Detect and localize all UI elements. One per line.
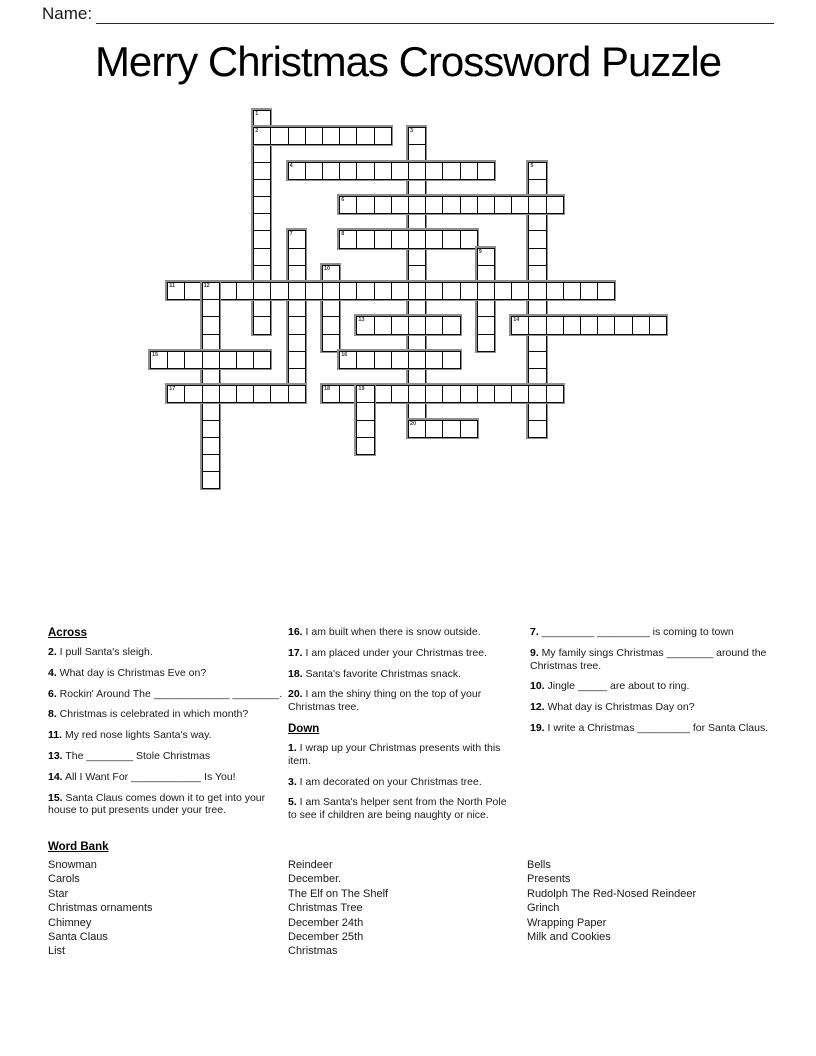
grid-cell-7-1[interactable] (270, 127, 288, 145)
clues-section-header: Across (48, 627, 87, 639)
grid-cell-11-5[interactable] (339, 196, 357, 214)
grid-cell-8-8[interactable] (288, 248, 306, 266)
grid-cell-6-5[interactable] (253, 196, 271, 214)
word-bank-header: Word Bank (48, 841, 109, 853)
grid-cell-6-12[interactable] (253, 316, 271, 334)
grid-cell-10-11[interactable] (322, 299, 340, 317)
clue-13: 13. The ________ Stole Christmas (48, 750, 211, 762)
clue-number-7: 7 (289, 231, 293, 238)
grid-cell-19-3[interactable] (477, 162, 495, 180)
grid-cell-23-5[interactable] (546, 196, 564, 214)
grid-cell-19-13[interactable] (477, 334, 495, 352)
clue-16: 16. I am built when there is snow outside. (288, 626, 481, 638)
word-bank-item: Christmas (288, 945, 338, 958)
grid-cell-25-10[interactable] (580, 282, 598, 300)
grid-cell-21-5[interactable] (511, 196, 529, 214)
grid-cell-1-10[interactable] (167, 282, 185, 300)
word-bank-item: Bells (527, 859, 551, 871)
grid-cell-15-5[interactable] (408, 196, 426, 214)
word-bank-item: Christmas Tree (288, 902, 363, 915)
grid-cell-6-16[interactable] (253, 385, 271, 403)
word-bank-item: Wrapping Paper (527, 916, 607, 929)
grid-cell-8-3[interactable] (288, 162, 306, 180)
grid-cell-2-16[interactable] (184, 385, 202, 403)
clue-3: 3. I am decorated on your Christmas tree. (288, 775, 482, 788)
grid-cell-20-10[interactable] (494, 282, 512, 300)
grid-cell-13-3[interactable] (374, 162, 392, 180)
grid-cell-21-12[interactable] (511, 316, 529, 334)
grid-cell-15-8[interactable] (408, 248, 426, 266)
grid-cell-3-20[interactable] (202, 454, 220, 472)
grid-cell-12-5[interactable] (356, 196, 374, 214)
grid-cell-24-10[interactable] (563, 282, 581, 300)
grid-cell-16-10[interactable] (425, 282, 443, 300)
grid-cell-15-3[interactable] (408, 162, 426, 180)
grid-cell-18-16[interactable] (460, 385, 478, 403)
clue-number-1: 1 (255, 111, 259, 117)
clue-number-13: 13 (358, 317, 365, 324)
grid-cell-12-10[interactable] (356, 282, 374, 300)
grid-cell-4-16[interactable] (219, 385, 237, 403)
clue-number-4: 4 (289, 162, 293, 169)
word-bank-item: Carols (48, 873, 80, 886)
grid-cell-12-7[interactable] (356, 230, 374, 248)
clue-number-17: 17 (169, 386, 176, 393)
grid-cell-16-3[interactable] (425, 162, 443, 180)
grid-cell-6-10[interactable] (253, 282, 271, 300)
grid-cell-3-18[interactable] (202, 420, 220, 438)
grid-cell-17-18[interactable] (442, 420, 460, 438)
grid-cell-9-10[interactable] (305, 282, 323, 300)
grid-cell-28-12[interactable] (632, 316, 650, 334)
grid-cell-17-5[interactable] (442, 196, 460, 214)
grid-cell-6-2[interactable] (253, 144, 271, 162)
word-bank-item: Reindeer (288, 859, 333, 871)
grid-cell-11-14[interactable] (339, 351, 357, 369)
grid-cell-15-18[interactable] (408, 420, 426, 438)
grid-cell-29-12[interactable] (649, 316, 667, 334)
grid-cell-12-18[interactable] (356, 420, 374, 438)
grid-cell-15-14[interactable] (408, 351, 426, 369)
word-bank-item: List (48, 945, 66, 958)
name-fill-line[interactable] (96, 1, 774, 24)
grid-cell-26-12[interactable] (597, 316, 615, 334)
grid-cell-22-16[interactable] (528, 385, 546, 403)
clue-number-16: 16 (341, 351, 348, 358)
grid-cell-16-16[interactable] (425, 385, 443, 403)
grid-cell-17-10[interactable] (442, 282, 460, 300)
grid-cell-6-8[interactable] (253, 248, 271, 266)
clue-19: 19. I write a Christmas _________ for Santa Claus. (530, 721, 769, 734)
grid-cell-19-8[interactable] (477, 248, 495, 266)
clue-6: 6. Rockin' Around The _____________ ________. (48, 687, 283, 700)
grid-cell-23-10[interactable] (546, 282, 564, 300)
grid-cell-13-1[interactable] (374, 127, 392, 145)
word-bank-item: Snowman (48, 859, 97, 871)
grid-cell-17-16[interactable] (442, 385, 460, 403)
clue-column-middle (288, 626, 518, 830)
grid-cell-14-5[interactable] (391, 196, 409, 214)
grid-cell-7-16[interactable] (270, 385, 288, 403)
grid-cell-6-11[interactable] (253, 299, 271, 317)
grid-cell-13-12[interactable] (374, 316, 392, 334)
clue-8: 8. Christmas is celebrated in which month? (48, 708, 249, 721)
grid-cell-20-5[interactable] (494, 196, 512, 214)
grid-cell-13-14[interactable] (374, 351, 392, 369)
clue-number-9: 9 (478, 248, 482, 255)
clue-column-down (530, 626, 772, 743)
word-bank-item: Chimney (48, 916, 92, 929)
grid-cell-11-7[interactable] (339, 230, 357, 248)
grid-cell-6-6[interactable] (253, 213, 271, 231)
grid-cell-8-12[interactable] (288, 316, 306, 334)
clue-9: 9. My family sings Christmas ________ around the Christmas tree. (530, 646, 767, 672)
clue-12: 12. What day is Christmas Day on? (530, 701, 695, 714)
word-bank-item: December 25th (288, 930, 364, 943)
clue-18: 18. Santa's favorite Christmas snack. (288, 667, 462, 680)
grid-cell-10-10[interactable] (322, 282, 340, 300)
grid-cell-19-11[interactable] (477, 299, 495, 317)
grid-cell-10-16[interactable] (322, 385, 340, 403)
name-label: Name: (42, 4, 93, 23)
clue-17: 17. I am placed under your Christmas tree. (288, 646, 488, 659)
clue-number-12: 12 (203, 283, 210, 289)
clue-number-20: 20 (410, 420, 417, 427)
grid-cell-22-5[interactable] (528, 196, 546, 214)
grid-cell-5-14[interactable] (236, 351, 254, 369)
grid-cell-17-14[interactable] (442, 351, 460, 369)
grid-cell-22-14[interactable] (528, 351, 546, 369)
grid-cell-22-6[interactable] (528, 213, 546, 231)
clue-1: 1. I wrap up your Christmas presents with this item. (288, 742, 501, 767)
grid-cell-2-14[interactable] (184, 351, 202, 369)
grid-cell-14-3[interactable] (391, 162, 409, 180)
grid-cell-15-10[interactable] (408, 282, 426, 300)
grid-cell-12-14[interactable] (356, 351, 374, 369)
grid-cell-15-16[interactable] (408, 385, 426, 403)
grid-cell-21-16[interactable] (511, 385, 529, 403)
word-bank-item: Grinch (527, 902, 560, 915)
clue-7: 7. _________ _________ is coming to town (530, 626, 734, 638)
grid-cell-15-7[interactable] (408, 230, 426, 248)
grid-cell-16-7[interactable] (425, 230, 443, 248)
clue-number-19: 19 (358, 386, 365, 393)
clue-number-14: 14 (513, 317, 520, 324)
clue-15: 15. Santa Claus comes down it to get into your house to put presents under your tree. (48, 791, 266, 817)
grid-cell-7-10[interactable] (270, 282, 288, 300)
grid-cell-3-19[interactable] (202, 437, 220, 455)
grid-cell-3-16[interactable] (202, 385, 220, 403)
grid-cell-22-8[interactable] (528, 248, 546, 266)
clue-4: 4. What day is Christmas Eve on? (48, 666, 207, 679)
word-bank-item: Christmas ornaments (48, 902, 153, 915)
grid-cell-6-1[interactable] (253, 127, 271, 145)
grid-cell-10-3[interactable] (322, 162, 340, 180)
grid-cell-3-17[interactable] (202, 402, 220, 420)
grid-cell-8-11[interactable] (288, 299, 306, 317)
grid-cell-13-5[interactable] (374, 196, 392, 214)
clue-number-5: 5 (530, 162, 534, 169)
grid-cell-14-16[interactable] (391, 385, 409, 403)
grid-cell-4-14[interactable] (219, 351, 237, 369)
grid-cell-16-14[interactable] (425, 351, 443, 369)
word-bank-item: December. (288, 873, 342, 886)
grid-cell-11-3[interactable] (339, 162, 357, 180)
clue-number-2: 2 (255, 128, 259, 135)
grid-cell-16-12[interactable] (425, 316, 443, 334)
clue-number-3: 3 (410, 128, 414, 135)
grid-cell-3-21[interactable] (202, 471, 220, 489)
grid-cell-1-16[interactable] (167, 385, 185, 403)
grid-cell-20-16[interactable] (494, 385, 512, 403)
grid-cell-3-10[interactable] (202, 282, 220, 300)
grid-cell-14-12[interactable] (391, 316, 409, 334)
grid-cell-14-10[interactable] (391, 282, 409, 300)
grid-cell-5-10[interactable] (236, 282, 254, 300)
clue-14: 14. All I Want For ____________ Is You! (48, 770, 236, 783)
grid-cell-13-10[interactable] (374, 282, 392, 300)
grid-cell-18-5[interactable] (460, 196, 478, 214)
grid-cell-13-16[interactable] (374, 385, 392, 403)
grid-cell-9-3[interactable] (305, 162, 323, 180)
grid-cell-12-17[interactable] (356, 402, 374, 420)
clue-number-15: 15 (152, 351, 159, 358)
grid-cell-22-17[interactable] (528, 402, 546, 420)
grid-cell-16-5[interactable] (425, 196, 443, 214)
grid-cell-22-10[interactable] (528, 282, 546, 300)
grid-cell-15-1[interactable] (408, 127, 426, 145)
clues-section-header: Down (288, 722, 320, 735)
grid-cell-6-14[interactable] (253, 351, 271, 369)
word-bank-item: Rudolph The Red-Nosed Reindeer (527, 887, 697, 900)
clue-20: 20. I am the shiny thing on the top of your Christmas tree. (288, 688, 482, 714)
grid-cell-12-19[interactable] (356, 437, 374, 455)
word-bank-item: Santa Claus (48, 930, 108, 943)
grid-cell-25-12[interactable] (580, 316, 598, 334)
grid-cell-8-16[interactable] (288, 385, 306, 403)
grid-cell-22-13[interactable] (528, 334, 546, 352)
word-bank-item: Star (48, 887, 69, 900)
grid-cell-5-16[interactable] (236, 385, 254, 403)
grid-cell-23-16[interactable] (546, 385, 564, 403)
grid-cell-22-7[interactable] (528, 230, 546, 248)
grid-cell-3-12[interactable] (202, 316, 220, 334)
word-bank-item: December 24th (288, 916, 364, 929)
grid-cell-8-7[interactable] (288, 230, 306, 248)
grid-cell-27-12[interactable] (614, 316, 632, 334)
crossword-grid (150, 110, 690, 510)
clue-number-11: 11 (169, 283, 176, 289)
grid-cell-12-3[interactable] (356, 162, 374, 180)
grid-cell-16-18[interactable] (425, 420, 443, 438)
grid-cell-19-12[interactable] (477, 316, 495, 334)
grid-cell-13-7[interactable] (374, 230, 392, 248)
grid-cell-11-1[interactable] (339, 127, 357, 145)
grid-cell-19-5[interactable] (477, 196, 495, 214)
grid-cell-21-10[interactable] (511, 282, 529, 300)
clue-number-10: 10 (324, 265, 331, 272)
clue-number-6: 6 (341, 197, 345, 203)
grid-cell-26-10[interactable] (597, 282, 615, 300)
grid-cell-1-14[interactable] (167, 351, 185, 369)
grid-cell-22-3[interactable] (528, 162, 546, 180)
grid-cell-6-4[interactable] (253, 179, 271, 197)
grid-cell-12-16[interactable] (356, 385, 374, 403)
clue-5: 5. I am Santa's helper sent from the North Pole to see if children are being naughty or nice. (288, 796, 507, 822)
grid-cell-18-3[interactable] (460, 162, 478, 180)
grid-cell-10-1[interactable] (322, 127, 340, 145)
grid-cell-10-12[interactable] (322, 316, 340, 334)
word-bank-column-2 (288, 858, 388, 959)
grid-cell-18-10[interactable] (460, 282, 478, 300)
grid-cell-14-14[interactable] (391, 351, 409, 369)
grid-cell-17-12[interactable] (442, 316, 460, 334)
grid-cell-19-10[interactable] (477, 282, 495, 300)
grid-cell-11-10[interactable] (339, 282, 357, 300)
grid-cell-23-12[interactable] (546, 316, 564, 334)
clue-number-18: 18 (324, 386, 331, 393)
grid-cell-9-1[interactable] (305, 127, 323, 145)
clue-number-8: 8 (341, 231, 345, 238)
grid-cell-0-14[interactable] (150, 351, 168, 369)
grid-cell-14-7[interactable] (391, 230, 409, 248)
grid-cell-6-7[interactable] (253, 230, 271, 248)
grid-cell-3-14[interactable] (202, 351, 220, 369)
grid-cell-8-13[interactable] (288, 334, 306, 352)
grid-cell-19-16[interactable] (477, 385, 495, 403)
clue-column-across (48, 626, 286, 825)
clue-11: 11. My red nose lights Santa's way. (48, 729, 212, 742)
grid-cell-15-12[interactable] (408, 316, 426, 334)
grid-cell-22-18[interactable] (528, 420, 546, 438)
grid-cell-6-3[interactable] (253, 162, 271, 180)
grid-cell-3-11[interactable] (202, 299, 220, 317)
grid-cell-22-12[interactable] (528, 316, 546, 334)
grid-cell-4-10[interactable] (219, 282, 237, 300)
word-bank-column-1 (48, 858, 153, 959)
grid-cell-18-18[interactable] (460, 420, 478, 438)
grid-cell-17-3[interactable] (442, 162, 460, 180)
clue-10: 10. Jingle _____ are about to ring. (530, 680, 690, 693)
page-title: Merry Christmas Crossword Puzzle (94, 38, 722, 85)
grid-cell-12-12[interactable] (356, 316, 374, 334)
word-bank-column-3 (527, 858, 696, 944)
grid-cell-12-1[interactable] (356, 127, 374, 145)
clue-2: 2. I pull Santa's sleigh. (48, 646, 153, 659)
grid-cell-8-10[interactable] (288, 282, 306, 300)
word-bank-item: Milk and Cookies (527, 930, 611, 943)
word-bank-item: Presents (527, 873, 571, 886)
grid-cell-8-14[interactable] (288, 351, 306, 369)
grid-cell-24-12[interactable] (563, 316, 581, 334)
word-bank-item: The Elf on The Shelf (288, 887, 389, 900)
grid-cell-8-1[interactable] (288, 127, 306, 145)
grid-cell-17-7[interactable] (442, 230, 460, 248)
